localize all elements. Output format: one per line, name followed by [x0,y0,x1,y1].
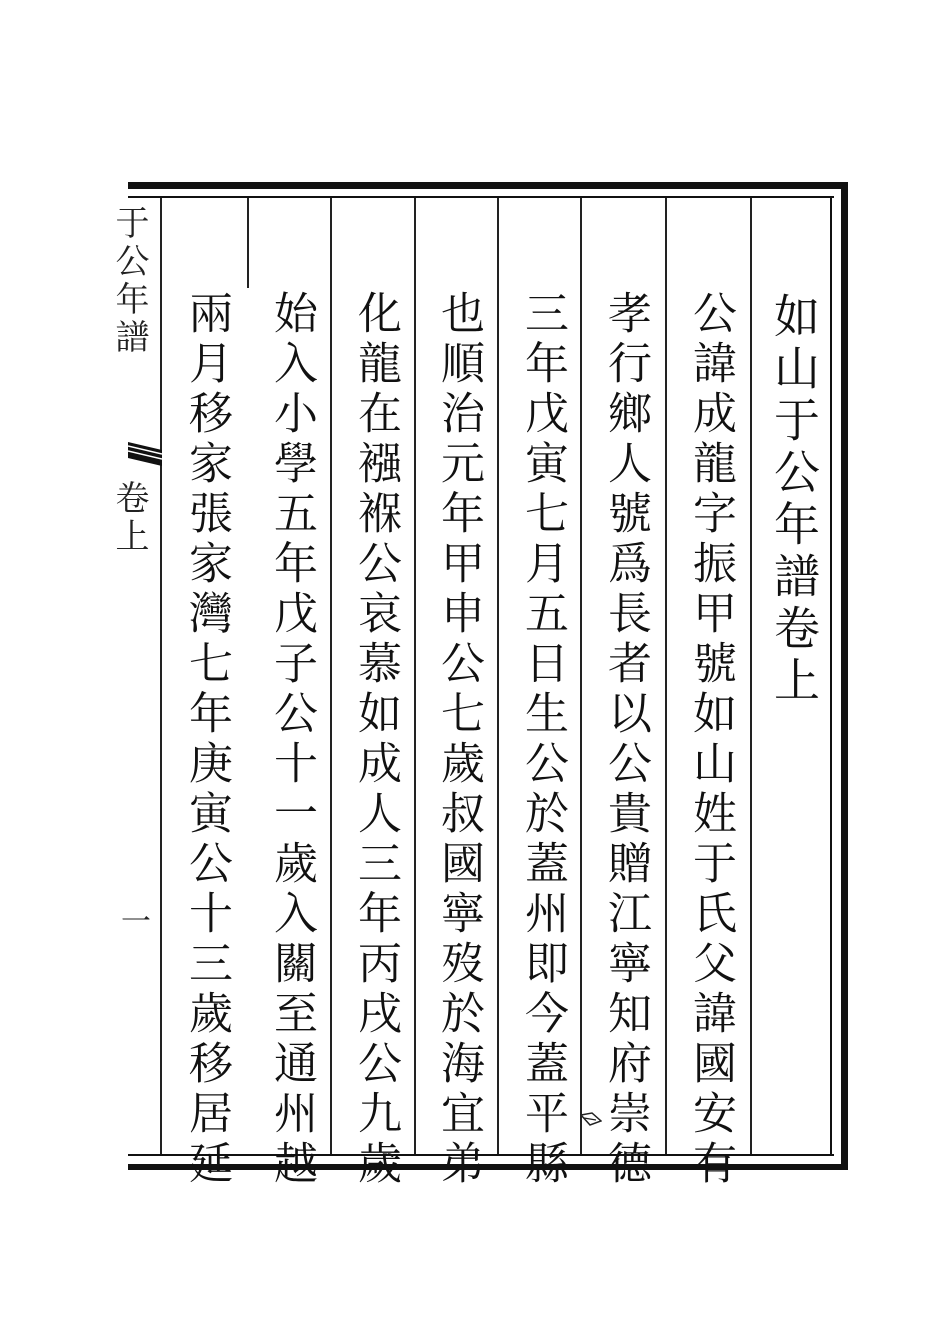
text-column-2: 孝行鄉人號爲長者以公貴贈江寧知府崇德 [600,290,651,1190]
text-column-4: 也順治元年甲申公七歲叔國寧歿於海宜弟 [433,290,484,1190]
inner-top-rule [128,196,834,198]
column-divider [750,198,752,1154]
column-divider [247,198,249,288]
stamp-mark [580,1112,602,1126]
text-column-1: 公諱成龍字振甲號如山姓于氏父諱國安有 [685,290,736,1190]
text-column-3: 三年戊寅七月五日生公於蓋州即今蓋平縣 [517,290,568,1190]
fishtail-mark [128,440,162,468]
book-title: 如山于公年譜卷上 [767,292,821,708]
column-divider [160,198,162,1154]
margin-volume: 卷上 [109,480,149,556]
text-column-7: 兩月移家張家灣七年庚寅公十三歲移居延 [181,290,232,1190]
column-divider [665,198,667,1154]
margin-book-title: 于公年譜 [109,205,149,357]
text-column-5: 化龍在襁褓公哀慕如成人三年丙戌公九歲 [350,290,401,1190]
text-column-6: 始入小學五年戊子公十一歲入關至通州越 [266,290,317,1190]
margin-folio: 一 [115,905,150,939]
